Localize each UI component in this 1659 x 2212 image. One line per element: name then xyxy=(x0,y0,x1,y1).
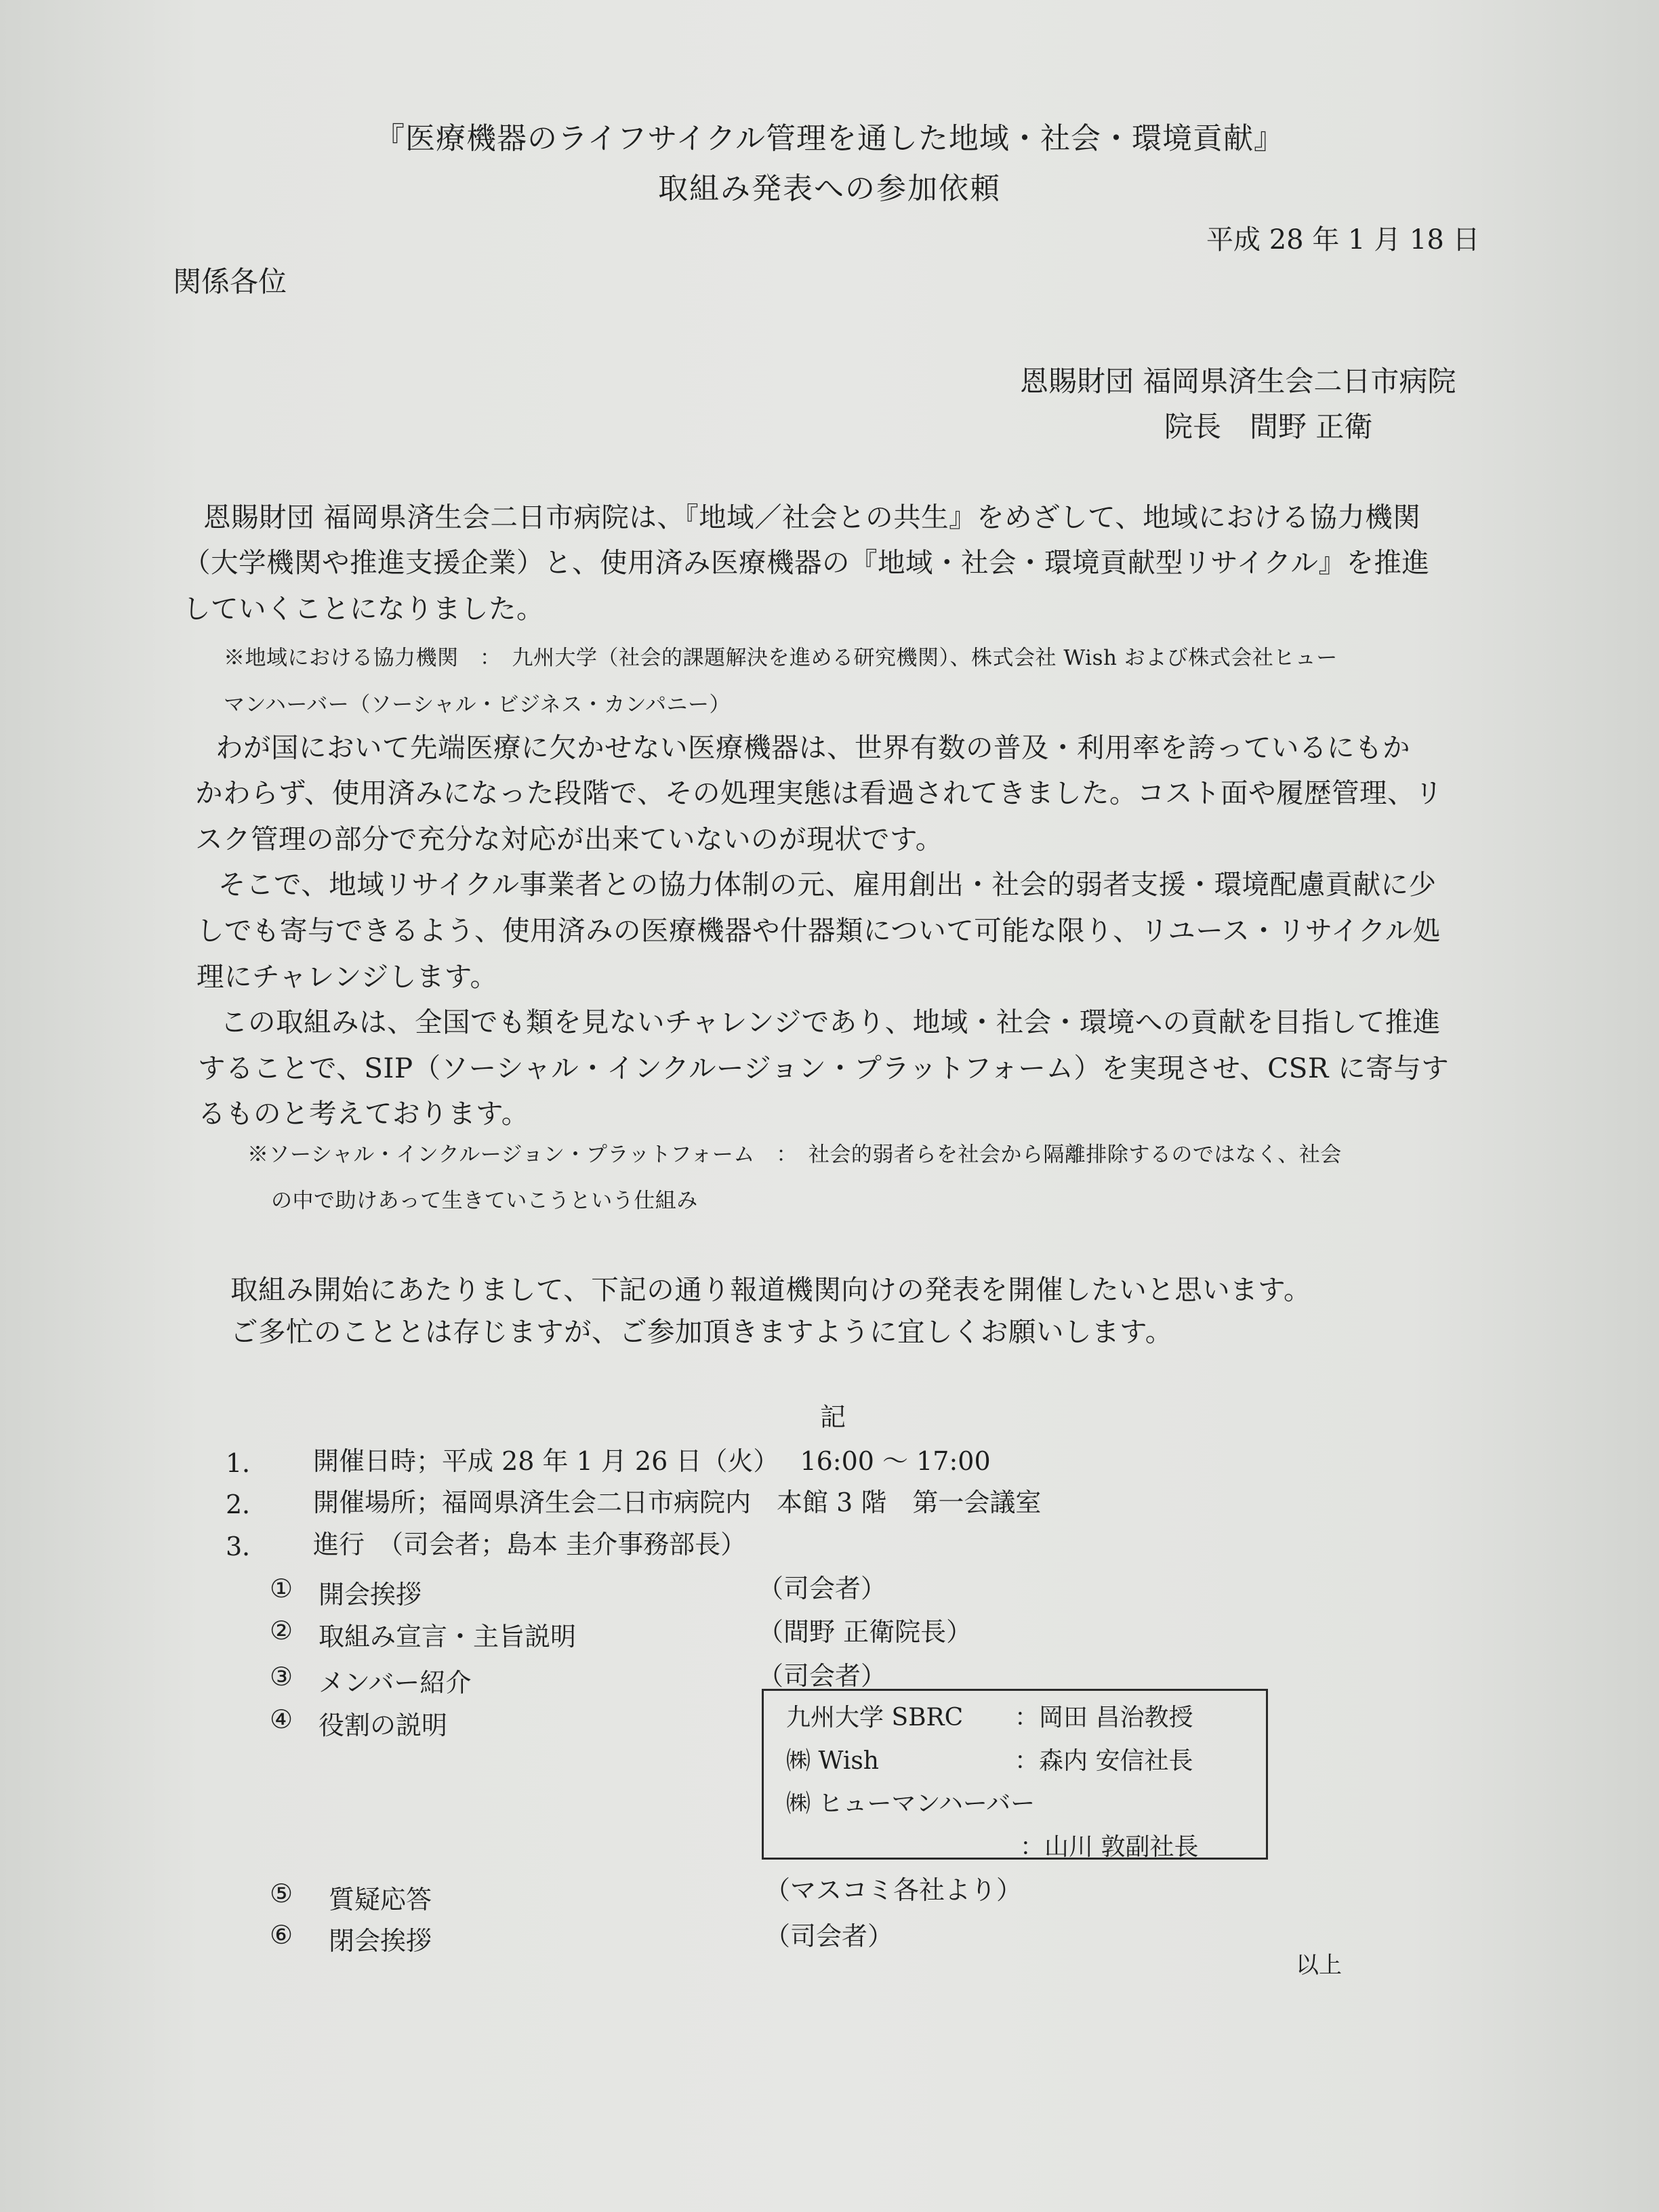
program-label: 開会挨拶 xyxy=(319,1580,422,1610)
roles-box-person: ：森内 安信社長 xyxy=(1015,1747,1193,1775)
body-text-line: することで、SIP（ソーシャル・インクルージョン・プラットフォーム）を実現させ、CSR に寄与す xyxy=(198,1052,1450,1084)
program-number: ② xyxy=(270,1616,293,1645)
program-role: （司会者） xyxy=(758,1574,887,1603)
footnote-line: マンハーバー（ソーシャル・ビジネス・カンパニー） xyxy=(224,693,731,717)
program-role: （司会者） xyxy=(764,1921,894,1951)
detail-item-number: 1． xyxy=(226,1448,268,1478)
program-number: ③ xyxy=(270,1662,293,1692)
sender-organization: 恩賜財団 福岡県済生会二日市病院 xyxy=(1020,365,1456,398)
body-text-line: （大学機関や推進支援企業）と、使用済み医療機器の『地域・社会・環境貢献型リサイクル』を推進 xyxy=(183,546,1430,579)
body-text-line: かわらず、使用済みになった段階で、その処理実態は看過されてきました。コスト面や履歴管理、リ xyxy=(195,777,1443,809)
detail-item-text: 進行 （司会者；島本 圭介事務部長） xyxy=(313,1530,747,1559)
sender-name: 院長 間野 正衛 xyxy=(1164,410,1373,443)
detail-item-text: 開催場所；福岡県済生会二日市病院内 本館 3 階 第一会議室 xyxy=(313,1488,1042,1517)
footnote-line: の中で助けあって生きていこうという仕組み xyxy=(271,1189,698,1213)
program-number: ④ xyxy=(270,1704,293,1734)
body-text-line: 取組み開始にあたりまして、下記の通り報道機関向けの発表を開催したいと思います。 xyxy=(230,1273,1311,1306)
body-text-line: スク管理の部分で充分な対応が出来ていないのが現状です。 xyxy=(195,823,943,855)
program-label: 質疑応答 xyxy=(329,1885,432,1914)
body-text-line: 恩賜財団 福岡県済生会二日市病院は、『地域／社会との共生』をめざして、地域における協力機関 xyxy=(203,501,1421,533)
body-text-line: 理にチャレンジします。 xyxy=(197,960,498,993)
details-heading: 記 xyxy=(820,1402,846,1432)
body-text-line: しでも寄与できるよう、使用済みの医療機器や什器類について可能な限り、リユース・リサイクル処 xyxy=(197,914,1441,947)
detail-item-number: 3． xyxy=(226,1532,268,1561)
detail-item-number: 2． xyxy=(226,1490,268,1519)
body-text-line: そこで、地域リサイクル事業者との協力体制の元、雇用創出・社会的弱者支援・環境配慮貢献に少 xyxy=(218,868,1437,901)
footnote-line: ※ソーシャル・インクルージョン・プラットフォーム ： 社会的弱者らを社会から隔離排除するのではなく、社会 xyxy=(247,1143,1342,1167)
roles-box-org: ㈱ ヒューマンハーバー xyxy=(786,1790,1036,1818)
closing-mark: 以上 xyxy=(1296,1952,1342,1979)
program-number: ⑥ xyxy=(270,1920,293,1950)
recipients: 関係各位 xyxy=(173,265,287,298)
body-text-line: この取組みは、全国でも類を見ないチャレンジであり、地域・社会・環境への貢献を目指して推進 xyxy=(220,1006,1441,1038)
body-text-line: わが国において先端医療に欠かせない医療機器は、世界有数の普及・利用率を誇っているにもか xyxy=(216,731,1410,764)
program-label: 取組み宣言・主旨説明 xyxy=(319,1622,577,1652)
body-text-line: していくことになりました。 xyxy=(183,592,544,625)
document-subtitle: 取組み発表への参加依頼 xyxy=(658,171,1001,206)
document-title: 『医療機器のライフサイクル管理を通した地域・社会・環境貢献』 xyxy=(374,121,1285,156)
program-number: ⑤ xyxy=(270,1879,293,1908)
program-label: 閉会挨拶 xyxy=(329,1926,432,1956)
program-number: ① xyxy=(270,1574,293,1603)
roles-box-org: 九州大学 SBRC xyxy=(786,1704,964,1732)
document-date: 平成 28 年 1 月 18 日 xyxy=(1206,224,1480,255)
program-role: （マスコミ各社より） xyxy=(764,1875,1023,1905)
program-label: メンバー紹介 xyxy=(319,1668,472,1698)
program-role: （間野 正衛院長） xyxy=(758,1617,972,1647)
body-text-line: ご多忙のこととは存じますが、ご参加頂きますように宜しくお願いします。 xyxy=(230,1315,1173,1348)
roles-box-person: ：岡田 昌治教授 xyxy=(1015,1704,1193,1732)
roles-box-org: ㈱ Wish xyxy=(786,1747,879,1775)
program-label: 役割の説明 xyxy=(319,1711,448,1740)
body-text-line: るものと考えております。 xyxy=(198,1097,529,1130)
roles-box-person: ：山川 敦副社長 xyxy=(1020,1833,1199,1861)
detail-item-text: 開催日時；平成 28 年 1 月 26 日（火） 16:00 ～ 17:00 xyxy=(313,1446,991,1476)
footnote-line: ※地域における協力機関 ： 九州大学（社会的課題解決を進める研究機関）、株式会社 Wish および株式会社ヒュー xyxy=(224,646,1338,670)
program-role: （司会者） xyxy=(758,1661,887,1691)
